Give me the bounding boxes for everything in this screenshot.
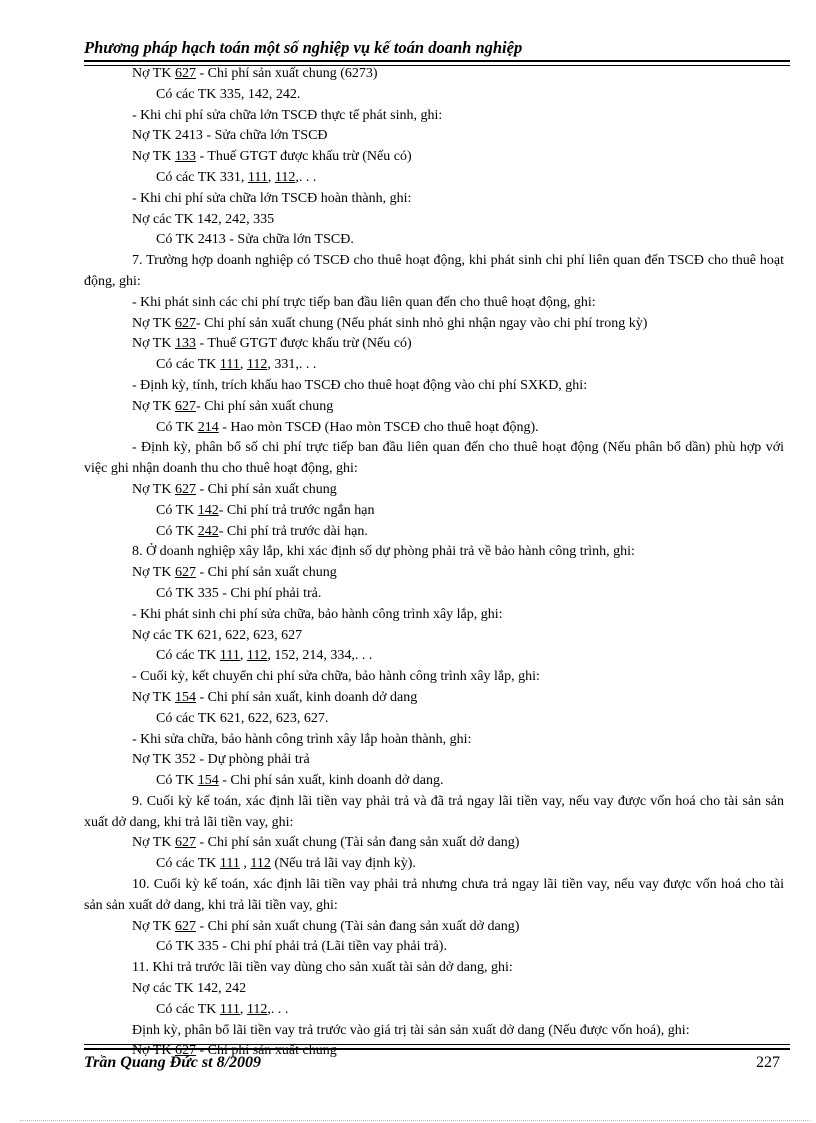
text-segment: Có TK 335 - Chi phí phải trả. <box>156 585 322 601</box>
text-line <box>84 709 784 730</box>
footer-author: Trần Quang Đức st 8/2009 <box>84 1054 262 1071</box>
text-segment: (Nếu trả lãi vay định kỳ). <box>270 856 416 872</box>
text-segment: Nợ TK <box>132 315 175 331</box>
text-segment: Định kỳ, phân bổ lãi tiền vay trả trước vào giá trị tài sản sản xuất dở dang (Nếu được vốn hoá), ghi: <box>132 1022 690 1038</box>
account-code: 133 <box>174 336 196 352</box>
text-line <box>84 626 784 647</box>
text-segment: Nợ TK <box>132 149 175 165</box>
document-body <box>84 64 784 1059</box>
text-segment: - Chi phí sản xuất, kinh doanh dở dang. <box>218 773 444 789</box>
text-line <box>84 771 784 792</box>
text-segment: - Chi phí trả trước dài hạn. <box>218 523 368 539</box>
text-segment: Có TK <box>156 773 198 789</box>
text-segment: - Khi chi phí sửa chữa lớn TSCĐ thực tế phát sinh, ghi: <box>132 107 443 123</box>
text-line <box>84 480 784 501</box>
text-segment: Nợ TK <box>132 565 175 581</box>
text-line <box>84 334 784 355</box>
text-segment: Nợ TK 352 - Dự phòng phải trả <box>132 752 310 768</box>
account-code: 111 <box>219 1001 240 1017</box>
text-segment: - Chi phí sản xuất chung (6273) <box>195 66 378 81</box>
text-segment: Có các TK 331, <box>156 169 248 185</box>
account-code: 133 <box>174 149 196 165</box>
account-code: 242 <box>197 523 219 539</box>
text-segment: ,. . . <box>267 1001 289 1017</box>
text-line <box>84 397 784 418</box>
text-line <box>84 522 784 543</box>
text-segment: Nợ TK 2413 - Sửa chữa lớn TSCĐ <box>132 128 328 144</box>
text-line <box>84 792 784 834</box>
account-code: 154 <box>174 689 196 705</box>
text-segment: - Chi phí sản xuất chung (Tài sản đang sản xuất dở dang) <box>195 835 520 851</box>
account-code: 214 <box>197 419 219 435</box>
text-line <box>84 667 784 688</box>
page-number: 227 <box>756 1054 780 1071</box>
text-segment: , <box>239 856 251 872</box>
text-segment: Có TK <box>156 523 198 539</box>
text-segment: Nợ các TK 621, 622, 623, 627 <box>132 627 303 643</box>
text-segment: 8. Ở doanh nghiệp xây lắp, khi xác định số dự phòng phải trả về bảo hành công trình, ghi: <box>132 544 635 560</box>
text-line <box>84 542 784 563</box>
text-line <box>84 85 784 106</box>
text-line <box>84 355 784 376</box>
account-code: 627 <box>174 565 196 581</box>
text-segment: Nợ TK <box>132 689 175 705</box>
account-code: 627 <box>174 1043 196 1059</box>
text-segment: - Hao mòn TSCĐ (Hao mòn TSCĐ cho thuê hoạt động). <box>218 419 539 435</box>
text-line <box>84 64 784 85</box>
text-line <box>84 937 784 958</box>
account-code: 142 <box>197 502 219 518</box>
account-code: 112 <box>246 648 268 664</box>
text-segment: - Chi phí trả trước ngắn hạn <box>218 502 375 518</box>
text-segment: - Định kỳ, phân bổ số chi phí trực tiếp ban đầu liên quan đến cho thuê hoạt động (Nếu phân bổ dần) phù hợp với việc ghi nhận doanh thu cho thuê hoạt động, ghi: <box>84 440 784 477</box>
account-code: 627 <box>174 315 196 331</box>
text-segment: - Chi phí sản xuất chung <box>195 481 337 497</box>
text-segment: Có các TK 335, 142, 242. <box>156 86 301 102</box>
text-line <box>84 979 784 1000</box>
page-edge-dotted-line <box>20 1120 810 1121</box>
account-code: 112 <box>250 856 271 872</box>
text-line <box>84 147 784 168</box>
text-line <box>84 958 784 979</box>
text-line <box>84 605 784 626</box>
text-line <box>84 376 784 397</box>
text-segment: Có các TK <box>156 648 220 664</box>
text-segment: - Chi phí sản xuất chung (Tài sản đang sản xuất dở dang) <box>195 918 520 934</box>
text-segment: Nợ TK <box>132 481 175 497</box>
footer-divider <box>84 1044 790 1050</box>
account-code: 112 <box>246 357 268 373</box>
text-line <box>84 917 784 938</box>
text-line <box>84 168 784 189</box>
text-segment: - Chi phí sản xuất chung <box>195 1043 337 1059</box>
text-segment: 11. Khi trả trước lãi tiền vay dùng cho sản xuất tài sản dở dang, ghi: <box>132 960 513 976</box>
text-line <box>84 688 784 709</box>
text-line <box>84 1000 784 1021</box>
account-code: 627 <box>174 66 196 81</box>
text-line <box>84 875 784 917</box>
account-code: 627 <box>174 918 196 934</box>
text-segment: 7. Trường hợp doanh nghiệp có TSCĐ cho thuê hoạt động, khi phát sinh chi phí liên quan đến TSCĐ cho thuê hoạt động, ghi: <box>84 253 784 289</box>
text-segment: 9. Cuối kỳ kế toán, xác định lãi tiền vay phải trả và đã trả ngay lãi tiền vay, nếu vay được vốn hoá cho tài sản sản xuất dở dang, khi trả lãi tiền vay, ghi: <box>84 793 784 830</box>
text-segment: Nợ TK <box>132 918 175 934</box>
text-segment: , 331,. . . <box>267 357 317 373</box>
text-segment: - Thuế GTGT được khấu trừ (Nếu có) <box>195 149 412 165</box>
account-code: 111 <box>219 648 240 664</box>
text-segment: Nợ TK <box>132 398 175 414</box>
text-segment: , <box>239 1001 247 1017</box>
text-segment: Có các TK <box>156 357 220 373</box>
text-line <box>84 750 784 771</box>
text-line <box>84 730 784 751</box>
text-line <box>84 210 784 231</box>
text-segment: ,. . . <box>295 169 317 185</box>
text-segment: - Định kỳ, tính, trích khấu hao TSCĐ cho thuê hoạt động vào chi phí SXKD, ghi: <box>132 377 588 393</box>
text-line <box>84 584 784 605</box>
account-code: 627 <box>174 835 196 851</box>
text-segment: - Chi phí sản xuất chung <box>195 565 337 581</box>
text-segment: - Chi phí sản xuất chung <box>195 398 334 414</box>
text-line <box>84 293 784 314</box>
text-segment: - Chi phí sản xuất chung (Nếu phát sinh nhỏ ghi nhận ngay vào chi phí trong kỳ) <box>195 315 648 331</box>
text-segment: Nợ các TK 142, 242 <box>132 981 247 997</box>
text-segment: - Khi phát sinh các chi phí trực tiếp ban đầu liên quan đến cho thuê hoạt động, ghi: <box>132 294 596 310</box>
text-segment: Có các TK <box>156 856 220 872</box>
account-code: 627 <box>174 481 196 497</box>
account-code: 627 <box>174 398 196 414</box>
text-segment: Nợ TK <box>132 835 175 851</box>
text-segment: Nợ TK <box>132 1043 175 1059</box>
account-code: 112 <box>246 1001 268 1017</box>
text-line <box>84 189 784 210</box>
text-line <box>84 438 784 480</box>
text-segment: - Cuối kỳ, kết chuyển chi phí sửa chữa, bảo hành công trình xây lắp, ghi: <box>132 669 540 685</box>
text-line <box>84 646 784 667</box>
text-segment: Nợ TK <box>132 336 175 352</box>
text-segment: - Thuế GTGT được khấu trừ (Nếu có) <box>195 336 412 352</box>
page-header-title: Phương pháp hạch toán một số nghiệp vụ kế toán doanh nghiệp <box>84 38 523 57</box>
text-line <box>84 854 784 875</box>
text-line <box>84 106 784 127</box>
text-line <box>84 251 784 293</box>
account-code: 111 <box>219 856 240 872</box>
text-line <box>84 230 784 251</box>
text-segment: Có các TK 621, 622, 623, 627. <box>156 710 329 726</box>
account-code: 111 <box>247 169 268 185</box>
text-segment: - Khi chi phí sửa chữa lớn TSCĐ hoàn thành, ghi: <box>132 190 412 206</box>
text-segment: , <box>239 357 247 373</box>
text-segment: Có các TK <box>156 1001 220 1017</box>
text-segment: Có TK <box>156 502 198 518</box>
account-code: 112 <box>274 169 296 185</box>
text-line <box>84 418 784 439</box>
text-segment: Có TK <box>156 419 198 435</box>
text-line <box>84 1021 784 1042</box>
text-line <box>84 563 784 584</box>
text-segment: Nợ TK <box>132 66 175 81</box>
text-line <box>84 126 784 147</box>
text-segment: Có TK 335 - Chi phí phải trả (Lãi tiền vay phải trả). <box>156 939 447 955</box>
text-line <box>84 833 784 854</box>
text-segment: , <box>267 169 275 185</box>
account-code: 154 <box>197 773 219 789</box>
text-segment: - Chi phí sản xuất, kinh doanh dở dang <box>195 689 418 705</box>
text-line <box>84 314 784 335</box>
text-segment: Nợ các TK 142, 242, 335 <box>132 211 275 227</box>
account-code: 111 <box>219 357 240 373</box>
text-segment: Có TK 2413 - Sửa chữa lớn TSCĐ. <box>156 232 354 248</box>
text-segment: - Khi phát sinh chi phí sửa chữa, bảo hành công trình xây lắp, ghi: <box>132 606 503 622</box>
text-segment: , 152, 214, 334,. . . <box>267 648 373 664</box>
text-line <box>84 501 784 522</box>
text-segment: , <box>239 648 247 664</box>
text-segment: 10. Cuối kỳ kế toán, xác định lãi tiền vay phải trả nhưng chưa trả ngay lãi tiền vay, nếu vay được vốn hoá cho tài sản sản xuất dở dang, khi trả lãi tiền vay, ghi: <box>84 877 784 913</box>
text-segment: - Khi sửa chữa, bảo hành công trình xây lắp hoàn thành, ghi: <box>132 731 472 747</box>
